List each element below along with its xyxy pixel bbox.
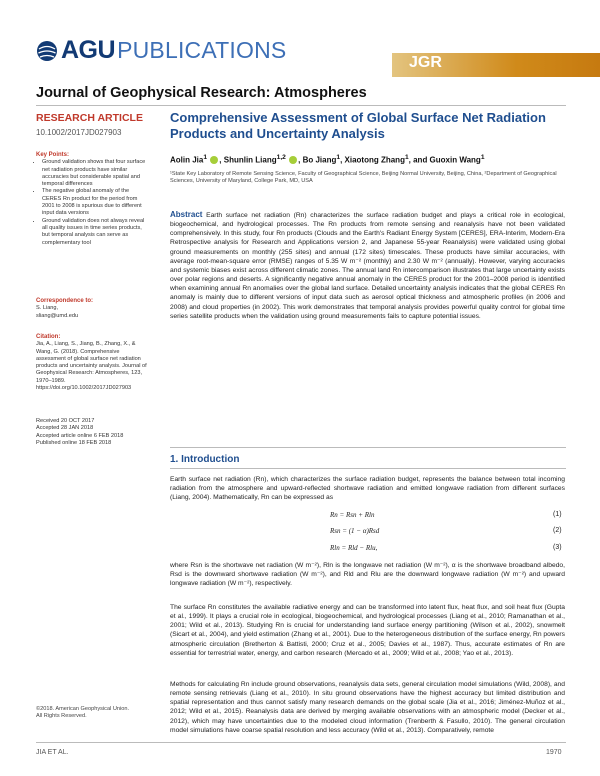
correspondence-name: S. Liang,: [36, 305, 59, 312]
author: Guoxin Wang: [429, 155, 481, 165]
affiliations: ¹State Key Laboratory of Remote Sensing Science, Faculty of Geographical Science, Beijing Normal University, Beijing, China, ²Department of Geographical Sciences, University of Maryland, College Park, MD, USA: [170, 171, 557, 184]
abstract-label: Abstract: [170, 210, 203, 219]
orcid-icon[interactable]: [289, 156, 297, 164]
footer-divider: [36, 742, 566, 743]
intro-paragraph: Earth surface net radiation (Rn), which characterizes the surface radiation budget, represents the balance between total incoming radiation from the atmosphere and upward-reflected shortwave radiation and emitted longwave radiation from different surfaces (Liang, 2004). Mathematically, Rn can be expressed as: [170, 476, 565, 502]
jgr-label: JGR: [409, 54, 442, 71]
page-number: 1970: [546, 749, 562, 756]
jgr-banner: [392, 53, 600, 77]
correspondence-email[interactable]: sliang@umd.edu: [36, 312, 79, 319]
section-divider: [170, 468, 566, 469]
journal-title: Journal of Geophysical Research: Atmospheres: [36, 85, 367, 101]
article-doi: 10.1002/2017JD027903: [36, 128, 122, 137]
agu-publications-logo: [36, 36, 286, 65]
citation-text: Jia, A., Liang, S., Jiang, B., Zhang, X., & Wang, G. (2018). Comprehensive assessment of global surface net radiation products and uncertainty analysis. Journal of Geophysical Research: Atmospheres, 123, 1970–1989. https://doi.org/10.1002/2017JD027903: [36, 341, 147, 392]
author-list: Aolin Jia$^1$ , Shunlin Liang$^{1,2}$ , Bo Jiang$^1$, Xiaotong Zhang$^1$, and Guoxin Wang$^1$: [170, 154, 485, 165]
received-date: Received 20 OCT 2017: [36, 418, 95, 424]
equation: Rn = Rsn + Rln: [330, 511, 375, 519]
publications-text: PUBLICATIONS: [117, 37, 287, 63]
equation-number: (1): [553, 511, 562, 518]
author: Shunlin Liang: [223, 155, 277, 165]
header-divider: [36, 105, 566, 106]
intro-paragraph: The surface Rn constitutes the available radiative energy and can be transformed into latent flux, heat flux, and soil heat flux (Gupta et al., 1999). It plays a crucial role in ecological, biogeochemical, and hydrological processes (Liang et al., 2010; Ramanathan et al., 2001; Wild et al., 2013). Studying Rn is crucial for understanding land surface energy partitioning (Wilson et al., 2002), snowmelt (Sicart et al., 2004), and yield estimation (Zhang et al., 2001). Due to the heterogeneous distribution of the surface energy, Rn powers atmospheric circulation (Bretherton & Battisti, 2000; Cruz et al., 2005; Davies et al., 1987). Thus, accurate estimates of Rn are essential for terrestrial water, energy, and carbon research (Mercado et al., 2009; Wild et al., 2008; Yao et al., 2013).: [170, 604, 565, 657]
dates: [36, 418, 148, 447]
globe-icon: [36, 40, 58, 62]
equation-number: (3): [553, 544, 562, 551]
equation: Rln = Rld − Rlu,: [330, 544, 378, 552]
equation-number: (2): [553, 527, 562, 534]
online-date: Accepted article online 6 FEB 2018: [36, 432, 124, 439]
citation-title: Citation:: [36, 334, 61, 340]
correspondence: [36, 298, 148, 320]
section-title: 1. Introduction: [170, 454, 240, 465]
article-title: Comprehensive Assessment of Global Surface Net Radiation Products and Uncertainty Analysis: [170, 110, 546, 141]
author: Bo Jiang: [302, 155, 337, 165]
footer-authors: JIA ET AL.: [36, 749, 69, 756]
key-points-title: Key Points:: [36, 152, 70, 158]
key-point: • Ground validation shows that four surface net radiation products have similar accuracies but considerable spatial and temporal differences: [42, 159, 148, 188]
equation: Rsn = (1 − α)Rsd: [330, 527, 380, 535]
key-points: [36, 152, 148, 247]
section-divider: [170, 447, 566, 448]
intro-paragraph: Methods for calculating Rn include ground observations, reanalysis data sets, general circulation model simulations (Wild, 2008), and remote sensing retrievals (Liang et al., 2010). In situ ground observations have the highest accuracy but limited distribution and spatial representation and thus cannot satisfy many research demands on the global scale (Jia et al., 2016; Jiménez-Muñoz et al., 2012; Wild et al., 2015). Reanalysis data are derived by merging available observations with an atmospheric model (Decker et al., 2012), which may have uncertainties due to the modeled cloud information (Trenberth & Fasullo, 2010). The general circulation model simulations have coarse spatial resolution and less accuracy (Wild et al., 2013). Comparatively, remote: [170, 681, 565, 734]
correspondence-title: Correspondence to:: [36, 298, 94, 304]
key-point: • The negative global anomaly of the CERES Rn product for the period from 2001 to 2008 is spurious due to different input data versions: [42, 188, 148, 217]
published-date: Published online 18 FEB 2018: [36, 439, 112, 446]
author: Aolin Jia: [170, 155, 204, 165]
abstract: [170, 210, 565, 321]
copyright: ©2018. American Geophysical Union. All Rights Reserved.: [36, 706, 130, 719]
accepted-date: Accepted 28 JAN 2018: [36, 425, 94, 432]
key-point: • Ground validation does not always reveal all quality issues in time series products, but temporal analysis can serve as complementary tool: [42, 218, 148, 247]
abstract-text: Earth surface net radiation (Rn) characterizes the surface radiation budget and plays a critical role in ecological, biogeochemical, and hydrological processes. The Rn products from remote sensing and reanalysis have not been validated comprehensively. In this study, four Rn products (Clouds and the Earth's Radiant Energy System [CERES], ERA-Interim, Modern-Era Retrospective analysis for Research and Applications version 2, and Japanese 55-year Reanalysis) were validated using global ground measurements on monthly (255 sites) and annual (172 sites) timescales. These products have similar accuracies, with average root-mean-square error (RMSE) ranges of 5.35 W m⁻² (monthly) and 2.30 W m⁻² (annually). However, varying accuracies and systemic biases exist across different climatic zones. The annual land Rn intercomparison illustrates that large uncertainty exists over polar regions and deserts. A significantly negative annual anomaly in the CERES product for the 2001–2008 period is identified when examining annual Rn anomalies over the global land surface. Detailed uncertainty analysis indicates that the global CERES Rn anomaly is mainly due to different versions of input data such as aerosol optical thickness and atmospheric profiles (in 2006 and 2008) and cloud properties (in 2002). This work demonstrates that temporal analysis provides powerful quality control for global time series satellite products when the validation using ground measurements fails to capture potential issues.: [170, 212, 566, 320]
article-type: RESEARCH ARTICLE: [36, 112, 143, 124]
citation: [36, 334, 148, 392]
orcid-icon[interactable]: [210, 156, 218, 164]
author: Xiaotong Zhang: [344, 155, 405, 165]
intro-paragraph: where Rsn is the shortwave net radiation (W m⁻²), Rln is the longwave net radiation (W m⁻²), α is the shortwave broadband albedo, Rsd is the downward shortwave radiation (W m⁻²), and Rld and Rlu are the downward longwave radiation (W m⁻²) and upward longwave radiation (W m⁻²), respectively.: [170, 562, 565, 588]
agu-text: AGU: [61, 36, 116, 64]
